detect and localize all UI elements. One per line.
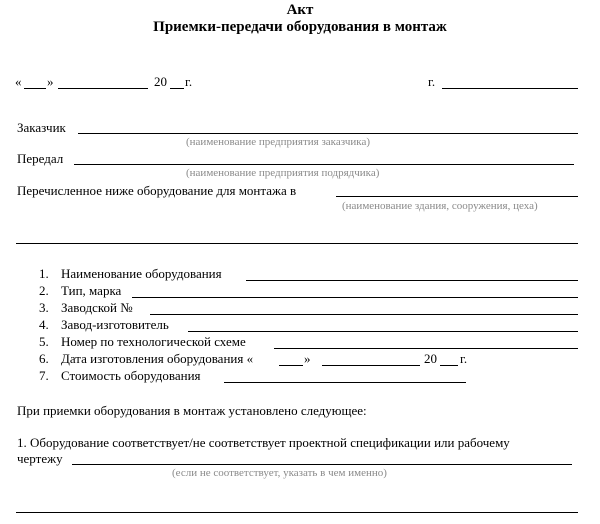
customer-label: Заказчик [17,120,66,135]
scheme-number-field[interactable] [274,348,578,349]
equipment-name-field[interactable] [246,280,578,281]
mismatch-hint: (если не соответствует, указать в чем именно) [172,467,387,479]
list-item-number: 1. [39,266,49,281]
mismatch-extra-line[interactable] [16,512,578,513]
findings-item-1-text: 1. Оборудование соответствует/не соответствует проектной спецификации или рабочему [17,435,510,450]
manufacturer-field[interactable] [188,331,578,332]
list-item-label: Тип, марка [61,283,122,298]
document-title: Акт [286,2,314,18]
city-field[interactable] [442,88,578,89]
type-brand-field[interactable] [132,297,578,298]
equipment-location-hint: (наименование здания, сооружения, цеха) [342,200,538,212]
list-item-label: Стоимость оборудования [61,368,201,383]
list-item-label: Номер по технологической схеме [61,334,246,349]
list-item-number: 4. [39,317,49,332]
mismatch-details-field[interactable] [72,464,572,465]
list-item-number: 3. [39,300,49,315]
manufacture-year-suffix: г. [460,351,468,366]
serial-number-field[interactable] [150,314,578,315]
manufacture-day-field[interactable] [279,365,303,366]
list-item-label: Завод-изготовитель [61,317,169,332]
list-item-number: 7. [39,368,49,383]
findings-intro: При приемки оборудования в монтаж установлено следующее: [17,403,367,418]
transferred-hint: (наименование предприятия подрядчика) [186,167,380,179]
list-item-number: 6. [39,351,49,366]
list-item-number: 5. [39,334,49,349]
city-label: г. [428,74,436,89]
cost-field[interactable] [224,382,466,383]
manufacture-quote-close: » [304,351,311,366]
year-prefix: 20 [154,74,167,89]
day-field[interactable] [24,88,46,89]
list-item-number: 2. [39,283,49,298]
transferred-field[interactable] [74,164,574,165]
list-item-label: Наименование оборудования [61,266,222,281]
year-suffix: г. [185,74,193,89]
document-subtitle: Приемки-передачи оборудования в монтаж [153,19,447,35]
manufacture-year-field[interactable] [440,365,458,366]
customer-field[interactable] [78,133,578,134]
year-field[interactable] [170,88,184,89]
list-item-label: Заводской № [61,300,133,315]
customer-hint: (наименование предприятия заказчика) [186,136,370,148]
equipment-location-extra-line[interactable] [16,243,578,244]
date-quote-close: » [47,74,54,89]
month-field[interactable] [58,88,148,89]
equipment-location-label: Перечисленное ниже оборудование для монтажа в [17,183,297,198]
equipment-location-field[interactable] [336,196,578,197]
manufacture-year-prefix: 20 [424,351,437,366]
findings-item-1-text-cont: чертежу [17,451,63,466]
manufacture-month-field[interactable] [322,365,420,366]
list-item-label: Дата изготовления оборудования « [61,351,254,366]
transferred-label: Передал [17,151,64,166]
date-quote-open: « [15,74,22,89]
